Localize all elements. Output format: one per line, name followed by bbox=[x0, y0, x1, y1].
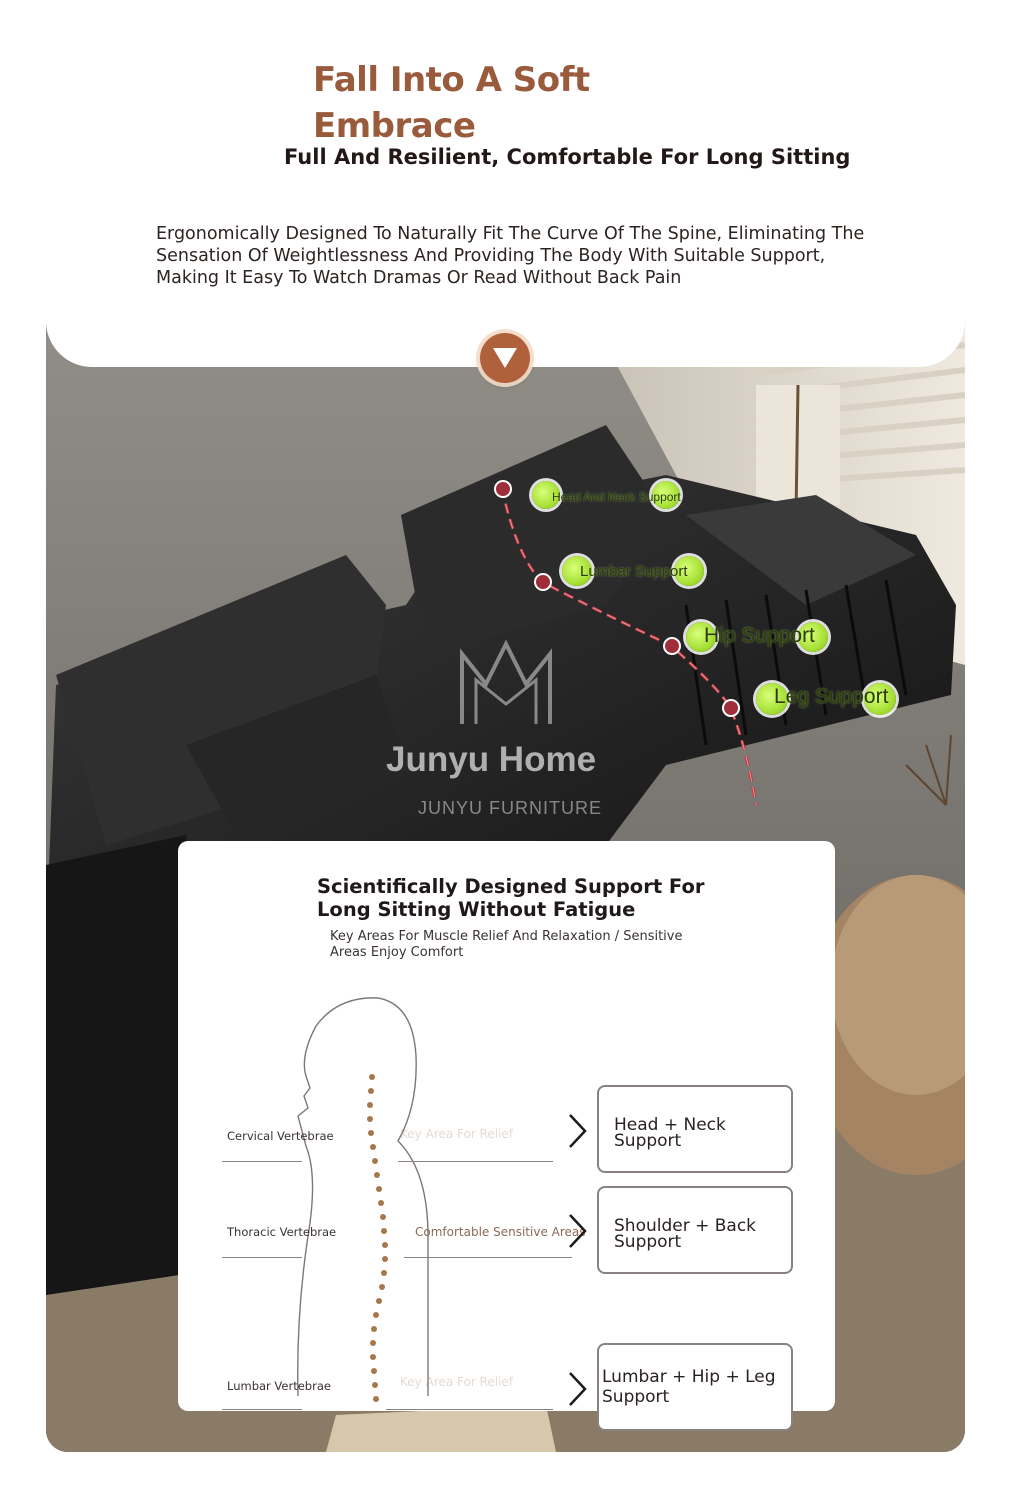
junyu-logo-icon bbox=[458, 640, 554, 730]
card-subtitle: Key Areas For Muscle Relief And Relaxation / Sensitive Areas Enjoy Comfort bbox=[330, 929, 683, 960]
divider-line bbox=[398, 1161, 553, 1162]
spine-point-hip bbox=[663, 637, 681, 655]
lumbar-support-label: Lumbar Support bbox=[580, 563, 688, 580]
spine-point-leg bbox=[722, 699, 740, 717]
watermark-brand: Junyu Home bbox=[386, 740, 597, 779]
divider-line bbox=[222, 1161, 302, 1162]
shoulder-back-support-box bbox=[597, 1186, 793, 1274]
cervical-vertebrae-label: Cervical Vertebrae bbox=[227, 1129, 334, 1143]
support-box-line2: Support bbox=[614, 1232, 682, 1252]
support-box-line2: Support bbox=[614, 1131, 682, 1151]
support-box-line2: Support bbox=[602, 1387, 670, 1407]
thoracic-vertebrae-label: Thoracic Vertebrae bbox=[227, 1225, 337, 1239]
card-title: Scientifically Designed Support For Long Sitting Without Fatigue bbox=[317, 875, 705, 921]
spine-point-head bbox=[494, 480, 512, 498]
page-description: Ergonomically Designed To Naturally Fit The Curve Of The Spine, Eliminating The Sensation Of Weightlessness And Providing The Body With Suitable Support, Making It Easy To Watch Dramas Or Read Without Back Pain bbox=[156, 224, 865, 288]
page-title-line1: Fall Into A Soft bbox=[313, 60, 590, 100]
divider-line bbox=[222, 1257, 302, 1258]
page-title bbox=[313, 57, 590, 149]
page-subtitle: Full And Resilient, Comfortable For Long Sitting bbox=[284, 145, 851, 169]
hip-support-label: Hip Support bbox=[704, 624, 815, 647]
scroll-down-button[interactable] bbox=[480, 333, 530, 383]
sensitive-area-label: Comfortable Sensitive Areas bbox=[415, 1225, 586, 1239]
spine-point-lumbar bbox=[534, 573, 552, 591]
head-neck-support-box bbox=[597, 1085, 793, 1173]
chevron-right-icon bbox=[568, 1113, 588, 1149]
support-box-line1: Head + Neck bbox=[614, 1115, 726, 1135]
spine-dots bbox=[358, 1071, 398, 1411]
divider-line bbox=[222, 1409, 302, 1410]
support-box-line1: Shoulder + Back bbox=[614, 1216, 757, 1236]
divider-line bbox=[386, 1409, 553, 1410]
watermark-subtitle: JUNYU FURNITURE bbox=[418, 798, 602, 818]
lumbar-vertebrae-label: Lumbar Vertebrae bbox=[227, 1379, 331, 1393]
leg-support-label: Leg Support bbox=[774, 685, 889, 708]
header-card bbox=[46, 45, 965, 367]
chevron-right-icon bbox=[568, 1371, 588, 1407]
relief-area-label: Key Area For Relief bbox=[400, 1127, 514, 1141]
chevron-right-icon bbox=[568, 1213, 588, 1249]
support-box-line1: Lumbar + Hip + Leg bbox=[602, 1367, 776, 1387]
relief-area-label: Key Area For Relief bbox=[400, 1375, 514, 1389]
support-info-card bbox=[178, 841, 835, 1411]
page-title-line2: Embrace bbox=[313, 106, 476, 146]
lumbar-hip-leg-support-box bbox=[597, 1343, 793, 1431]
product-frame bbox=[46, 45, 965, 1452]
divider-line bbox=[404, 1257, 572, 1258]
down-arrow-icon bbox=[493, 348, 517, 368]
head-neck-support-label: Head And Neck Support bbox=[552, 490, 681, 504]
